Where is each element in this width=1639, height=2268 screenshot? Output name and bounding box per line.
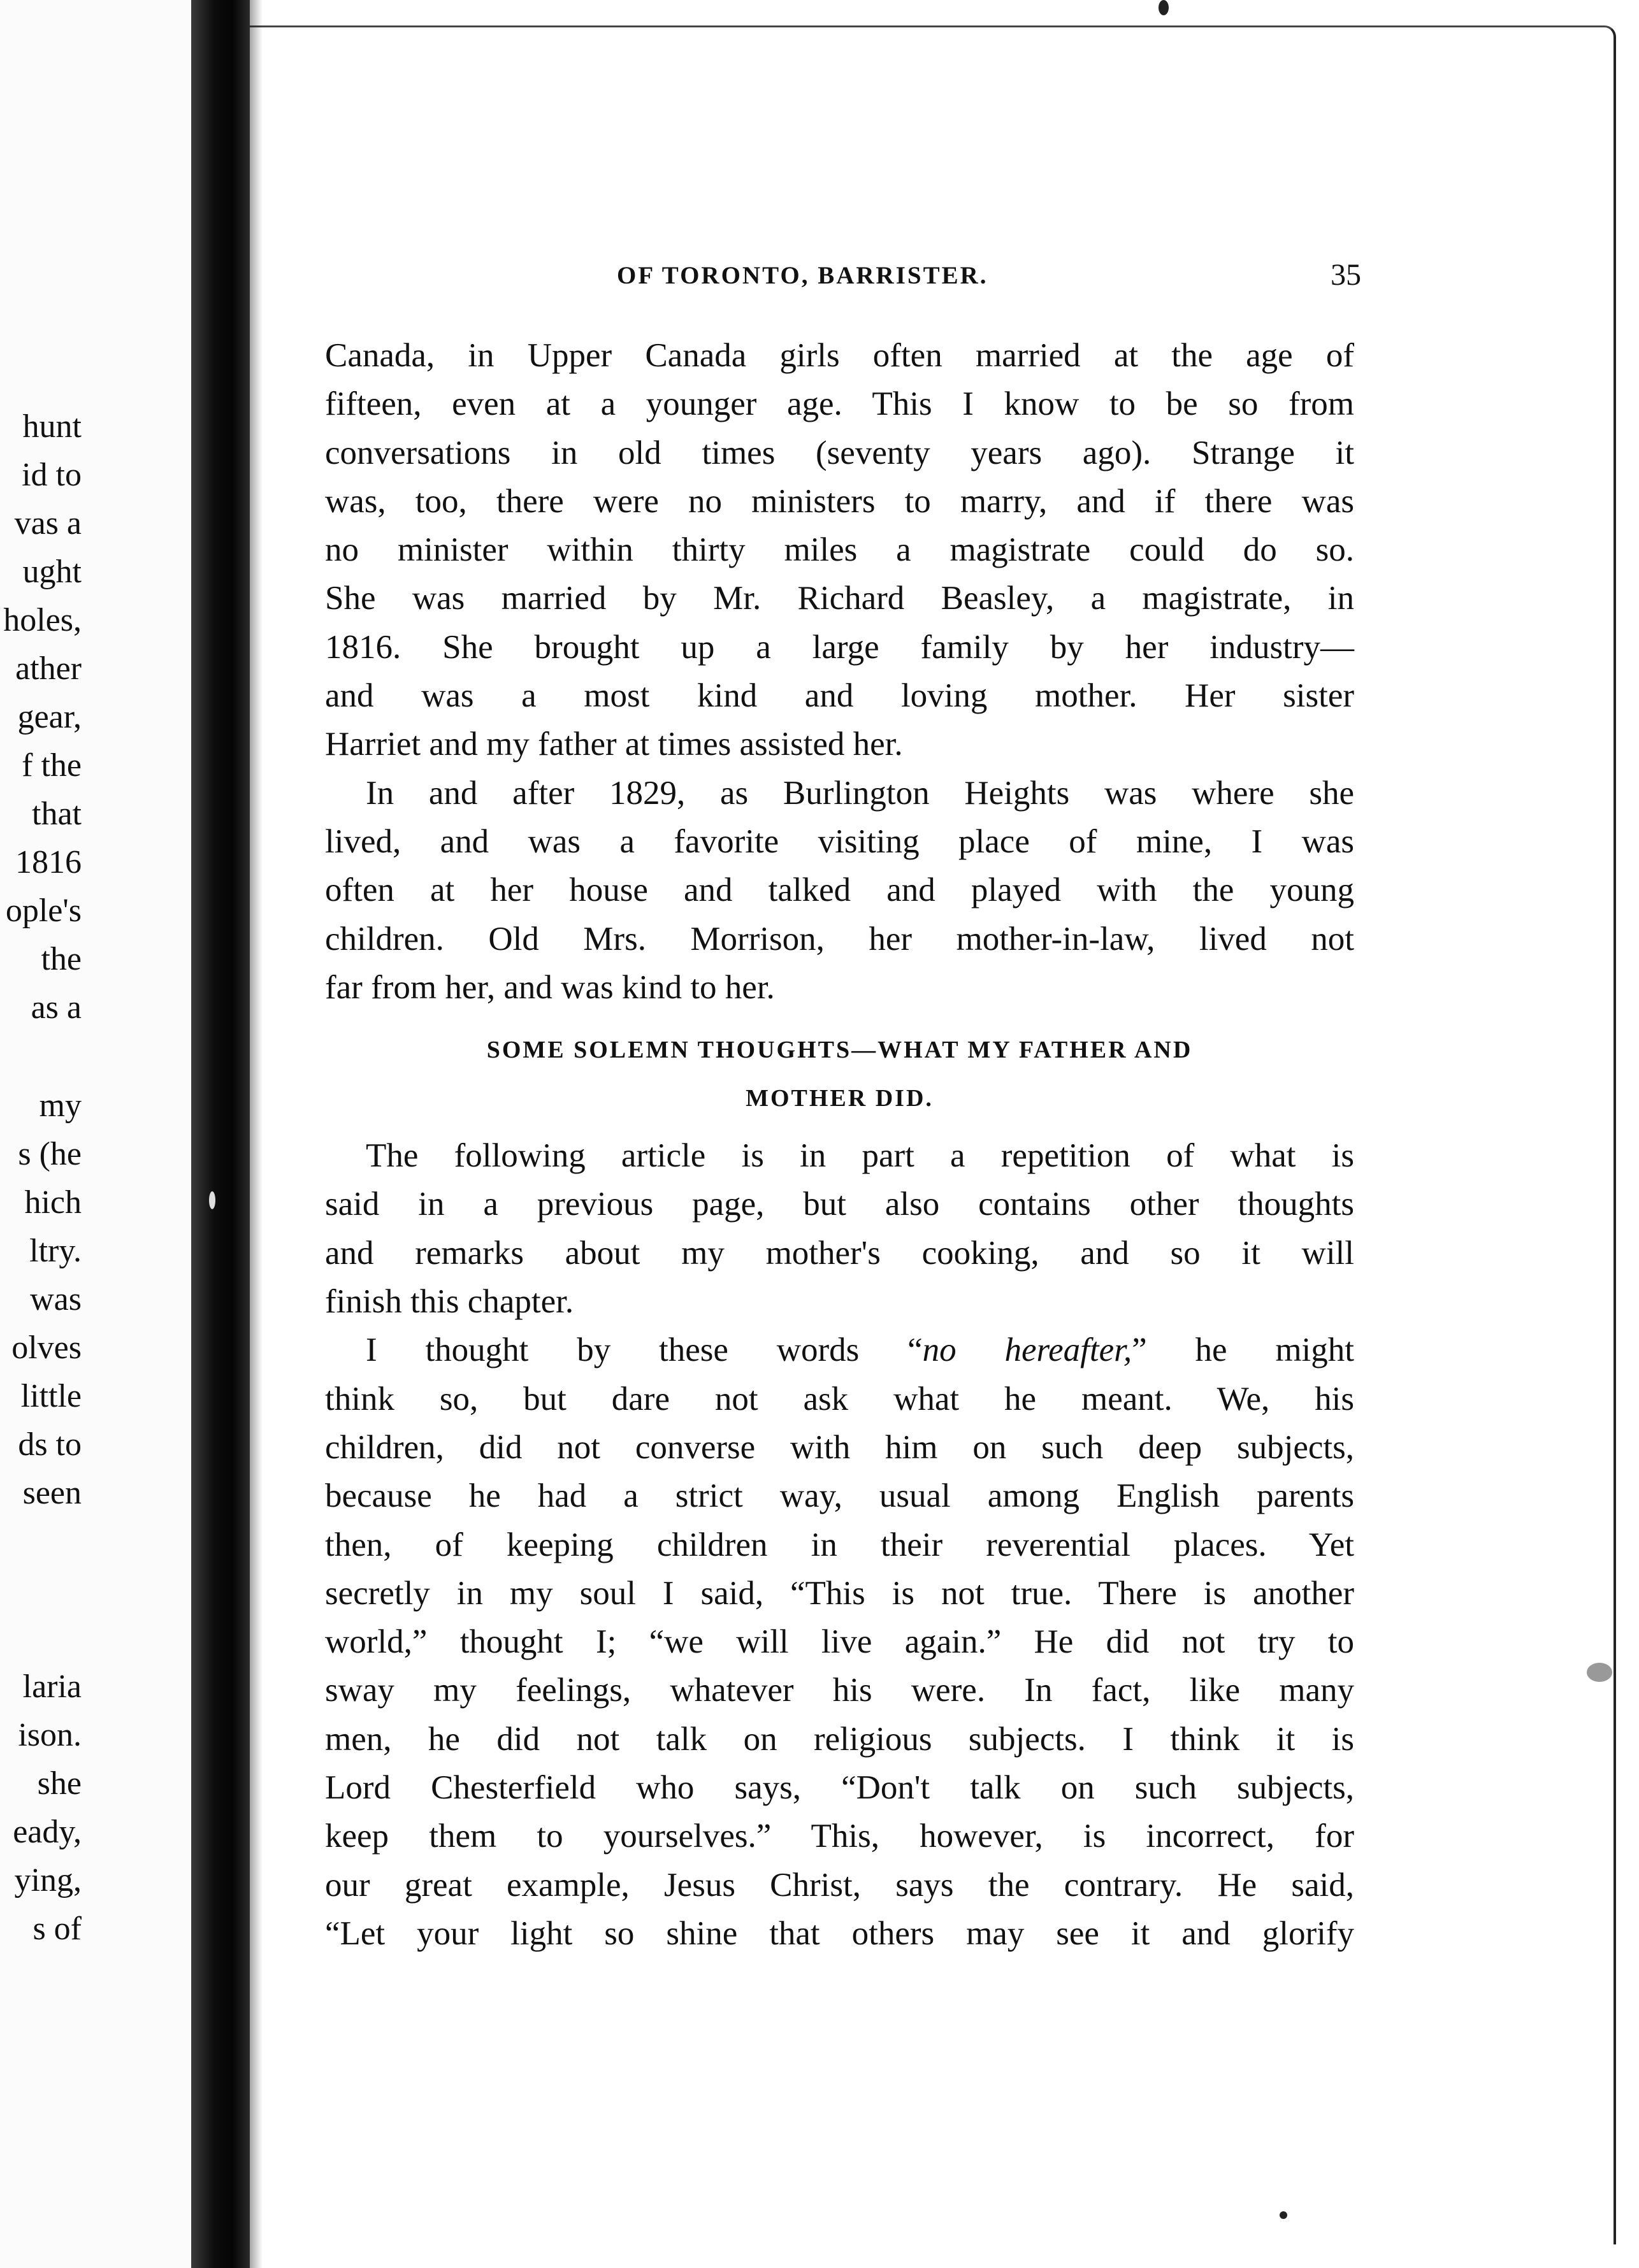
text-line: “Let your light so shine that others may see it and glorify (325, 1914, 1354, 1952)
book-gutter (191, 0, 250, 2268)
left-fragment: hich (24, 1184, 82, 1221)
page-text (325, 331, 1354, 1958)
text-line: because he had a strict way, usual among English parents (325, 1477, 1354, 1515)
italic-phrase: no hereafter, (922, 1331, 1132, 1369)
text-line: world,” thought I; “we will live again.” He did not try to (325, 1623, 1354, 1661)
text-line: said in a previous page, but also contains other thoughts (325, 1186, 1354, 1223)
text-line: far from her, and was kind to her. (325, 968, 775, 1006)
left-fragment: s of (32, 1911, 82, 1947)
scan-speck (1280, 2211, 1287, 2219)
left-fragment: ison. (18, 1717, 82, 1753)
left-fragment: holes, (3, 602, 82, 638)
text-line: Harriet and my father at times assisted her. (325, 726, 903, 763)
scan-speck (1587, 1663, 1612, 1682)
text-run: ” he might (1132, 1331, 1354, 1369)
left-fragment: as a (31, 989, 82, 1026)
text-line: and was a most kind and loving mother. Her sister (325, 677, 1354, 715)
left-fragment: ltry. (29, 1233, 82, 1269)
left-fragment: my (39, 1087, 82, 1124)
text-line: The following article is in part a repetition of what is (366, 1137, 1354, 1175)
text-line: In and after 1829, as Burlington Heights was where she (366, 774, 1354, 812)
text-line: secretly in my soul I said, “This is not true. There is another (325, 1574, 1354, 1612)
left-fragment: s (he (18, 1136, 82, 1172)
text-line: no minister within thirty miles a magistrate could do so. (325, 531, 1354, 569)
text-line: children, did not converse with him on such deep subjects, (325, 1428, 1354, 1466)
text-line: then, of keeping children in their reverential places. Yet (325, 1526, 1354, 1563)
scan-speck (1159, 0, 1169, 15)
text-line: lived, and was a favorite visiting place of mine, I was (325, 822, 1354, 860)
left-fragment: id to (22, 457, 82, 493)
left-fragment: ds to (18, 1426, 82, 1463)
text-line: men, he did not talk on religious subjects. I think it is (325, 1720, 1354, 1758)
scan-speck (209, 1191, 215, 1209)
previous-page-fragment (0, 0, 191, 2268)
text-line: think so, but dare not ask what he meant. We, his (325, 1380, 1354, 1418)
left-fragment: she (37, 1765, 82, 1802)
text-line-with-italic (325, 1326, 1354, 1374)
text-line: She was married by Mr. Richard Beasley, a magistrate, in (325, 580, 1354, 617)
text-line: was, too, there were no ministers to marry, and if there was (325, 482, 1354, 520)
running-title: OF TORONTO, BARRISTER. (617, 262, 988, 289)
running-head (617, 258, 1361, 306)
left-fragment: olves (11, 1330, 82, 1366)
left-fragment: gear, (17, 699, 82, 735)
left-fragment: eady, (13, 1814, 82, 1850)
section-heading-continued: MOTHER DID. (746, 1085, 934, 1112)
text-line: 1816. She brought up a large family by her industry— (325, 628, 1354, 666)
text-line: sway my feelings, whatever his were. In fact, like many (325, 1672, 1354, 1709)
left-fragment: f the (22, 747, 82, 784)
left-fragment: seen (22, 1475, 82, 1511)
left-fragment: that (32, 796, 82, 832)
page-number: 35 (1331, 258, 1361, 292)
text-line: and remarks about my mother's cooking, and so it will (325, 1234, 1354, 1272)
text-line: finish this chapter. (325, 1283, 574, 1321)
section-heading: SOME SOLEMN THOUGHTS—WHAT MY FATHER AND (486, 1037, 1193, 1064)
left-fragment: 1816 (15, 844, 82, 880)
gutter-shadow (250, 0, 263, 2268)
left-fragment: the (41, 941, 82, 977)
left-fragment: little (20, 1378, 82, 1414)
left-fragment: ople's (5, 893, 82, 929)
left-fragment: laria (22, 1669, 82, 1705)
text-line: children. Old Mrs. Morrison, her mother-in-law, lived not (325, 920, 1354, 958)
left-fragment: ught (22, 554, 82, 590)
left-fragment: was (30, 1281, 82, 1317)
left-fragment: ather (15, 650, 82, 687)
text-line: Canada, in Upper Canada girls often married at the age of (325, 337, 1354, 374)
left-fragment: vas a (14, 505, 82, 542)
text-line: our great example, Jesus Christ, says the contrary. He said, (325, 1866, 1354, 1904)
left-fragment: ying, (14, 1862, 82, 1898)
left-fragment: hunt (22, 408, 82, 445)
text-run: I thought by these words “ (366, 1331, 923, 1369)
text-line: Lord Chesterfield who says, “Don't talk on such subjects, (325, 1769, 1354, 1807)
text-line: fifteen, even at a younger age. This I know to be so from (325, 385, 1354, 423)
text-line: conversations in old times (seventy years ago). Strange it (325, 434, 1354, 471)
text-line: keep them to yourselves.” This, however, is incorrect, for (325, 1818, 1354, 1855)
text-line: often at her house and talked and played with the young (325, 872, 1354, 909)
